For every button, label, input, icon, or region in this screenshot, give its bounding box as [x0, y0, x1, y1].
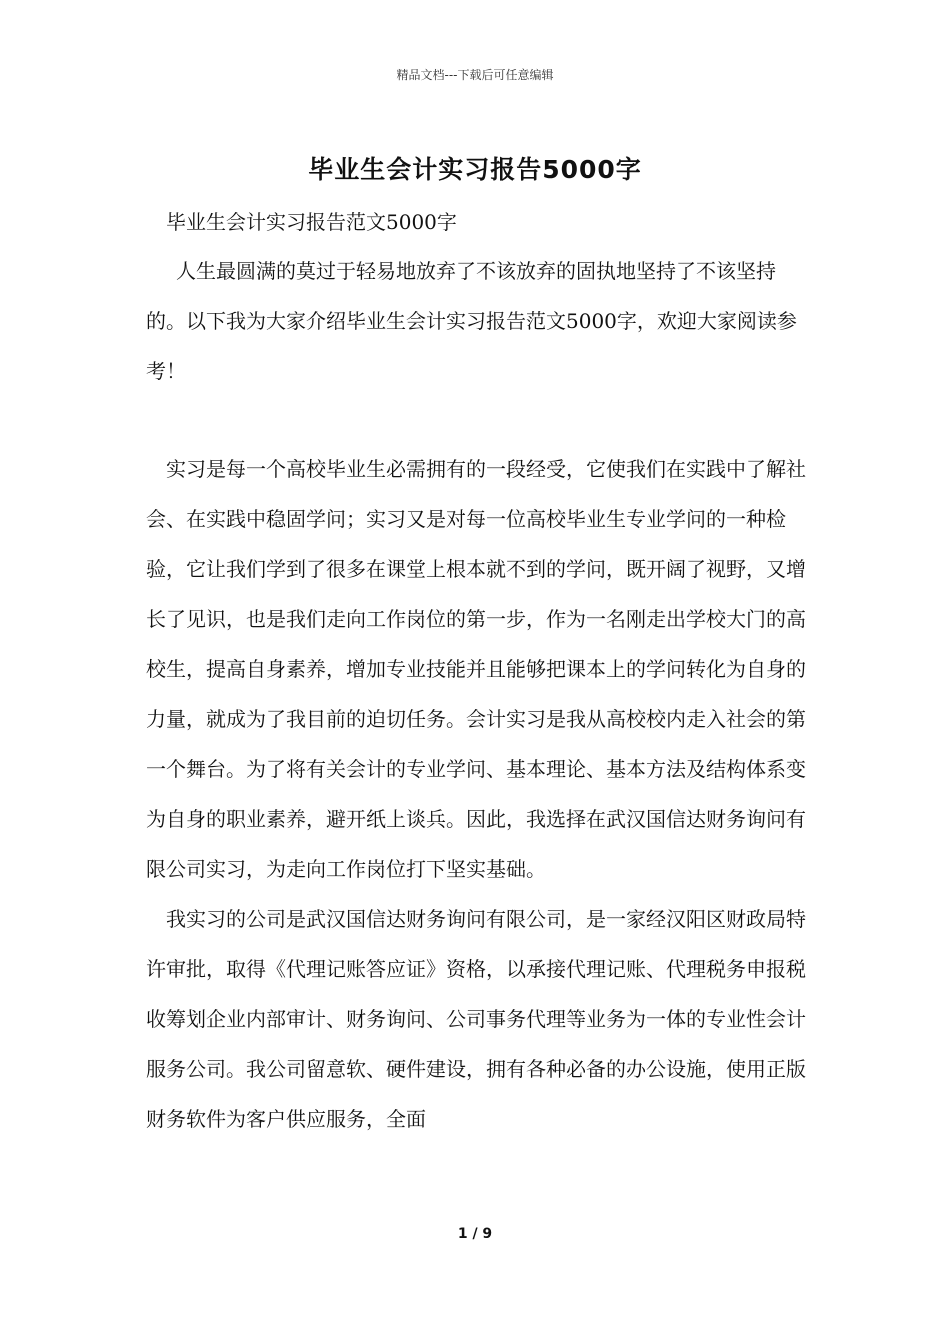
document-subtitle: 毕业生会计实习报告范文5000字	[166, 210, 457, 234]
document-title: 毕业生会计实习报告5000字	[308, 155, 642, 184]
paragraph-internship-purpose: 实习是每一个高校毕业生必需拥有的一段经受，它使我们在实践中了解社会、在实践中稳固学问；实习又是对每一位高校毕业生专业学问的一种检验，它让我们学到了很多在课堂上根本就不到的学问，既开阔了视野，又增长了见识，也是我们走向工作岗位的第一步，作为一名刚走出学校大门的高校生，提高自身素养，增加专业技能并且能够把课本上的学问转化为自身的力量，就成为了我目前的迫切任务。会计实习是我从高校校内走入社会的第一个舞台。为了将有关会计的专业学问、基本理论、基本方法及结构体系变为自身的职业素养，避开纸上谈兵。因此，我选择在武汉国信达财务询问有限公司实习，为走向工作岗位打下坚实基础。	[146, 457, 806, 881]
document-body	[146, 200, 810, 1144]
page-number: 1 / 9	[457, 1226, 493, 1242]
page-header: 精品文档---下载后可任意编辑	[396, 68, 554, 82]
paragraph-intro: 人生最圆满的莫过于轻易地放弃了不该放弃的固执地坚持了不该坚持的。以下我为大家介绍毕业生会计实习报告范文5000字，欢迎大家阅读参考！	[146, 259, 797, 383]
paragraph-spacer	[146, 396, 810, 444]
paragraph-company-intro: 我实习的公司是武汉国信达财务询问有限公司，是一家经汉阳区财政局特许审批，取得《代理记账答应证》资格，以承接代理记账、代理税务申报税收筹划企业内部审计、财务询问、公司事务代理等业务为一体的专业性会计服务公司。我公司留意软、硬件建设，拥有各种必备的办公设施，使用正版财务软件为客户供应服务，全面	[146, 907, 806, 1131]
